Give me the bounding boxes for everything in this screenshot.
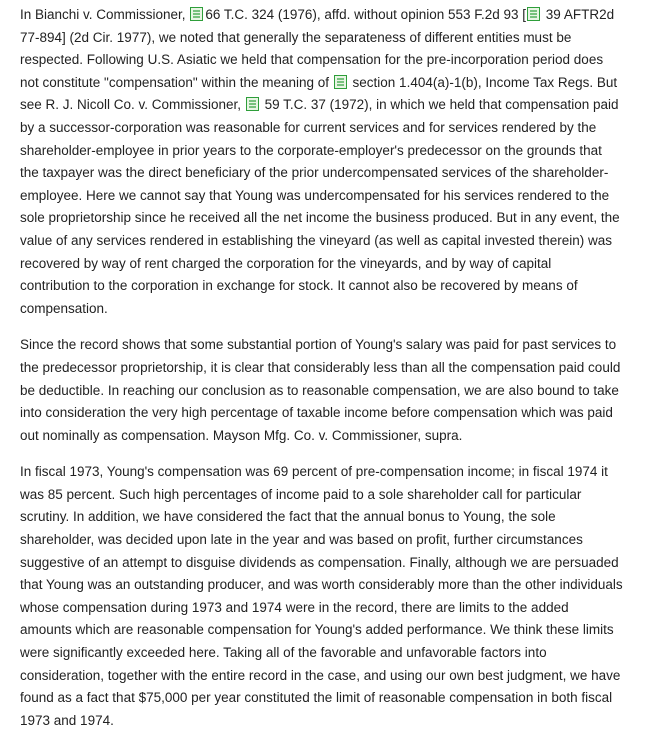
paragraph-2: Since the record shows that some substantial portion of Young's salary was paid for past services to the predecessor proprietorship, it is clear that considerably less than all the compensation paid could be deductible. In reaching our conclusion as to reasonable compensation, we are also bound to take into consideration the very high percentage of taxable income before compensation which was paid out nominally as compensation. Mayson Mfg. Co. v. Commissioner, supra. [20, 337, 621, 443]
document-link-icon[interactable] [190, 7, 203, 21]
document-link-icon[interactable] [246, 97, 259, 111]
paragraph-1-text-b: 66 T.C. 324 (1976), affd. without opinion 553 F.2d 93 [ [205, 7, 527, 22]
paragraph-3: In fiscal 1973, Young's compensation was 69 percent of pre-compensation income; in fiscal 1974 it was 85 percent. Such high percentages of income paid to a sole shareholder call for particular scrutiny. In addition, we have considered the fact that the annual bonus to Young, the sole shareholder, was decided upon late in the year and was based on profit, further circumstances suggestive of an attempt to disguise dividends as compensation. Finally, although we are persuaded that Young was an outstanding producer, and was worth considerably more than the other individuals whose compensation during 1973 and 1974 were in the record, there are limits to the added amounts which are reasonable compensation for Young's added performance. We think these limits were significantly exceeded here. Taking all of the favorable and unfavorable factors into consideration, together with the entire record in the case, and using our own best judgment, we have found as a fact that $75,000 per year constituted the limit of reasonable compensation in both fiscal 1973 and 1974. [20, 464, 623, 728]
paragraph-1-text-d: section 1.404(a)-1(b), Income Tax Regs. But see R. J. Nicoll Co. v. Commissioner, [20, 74, 618, 113]
document-link-icon[interactable] [527, 7, 540, 21]
document-link-icon[interactable] [334, 75, 347, 89]
paragraph-1-text-a: In Bianchi v. Commissioner, [20, 7, 190, 22]
paragraph-1-text-e: 59 T.C. 37 (1972), in which we held that compensation paid by a successor-corporation was reasonable for current services and for services rendered by the shareholder-employee in prior years to the corporate-employer's predecessor on the grounds that the taxpayer was the direct beneficiary of the prior undercompensated services of the shareholder-employee. Here we cannot say that Young was undercompensated for his services rendered to the sole proprietorship since he received all the net income the business produced. But in any event, the value of any services rendered in establishing the vineyard (as well as capital invested therein) was recovered by way of rent charged the corporation for the vineyards, and by way of capital contribution to the corporation in exchange for stock. It cannot also be recovered by means of compensation. [20, 97, 620, 316]
paragraph-1 [20, 4, 624, 320]
paragraph-1-text-c: 39 AFTR2d 77-894] (2d Cir. 1977), we noted that generally the separateness of different entities must be respected. Following U.S. Asiatic we held that compensation for the pre-incorporation period does not constitute "compensation" within the meaning of [20, 7, 615, 90]
